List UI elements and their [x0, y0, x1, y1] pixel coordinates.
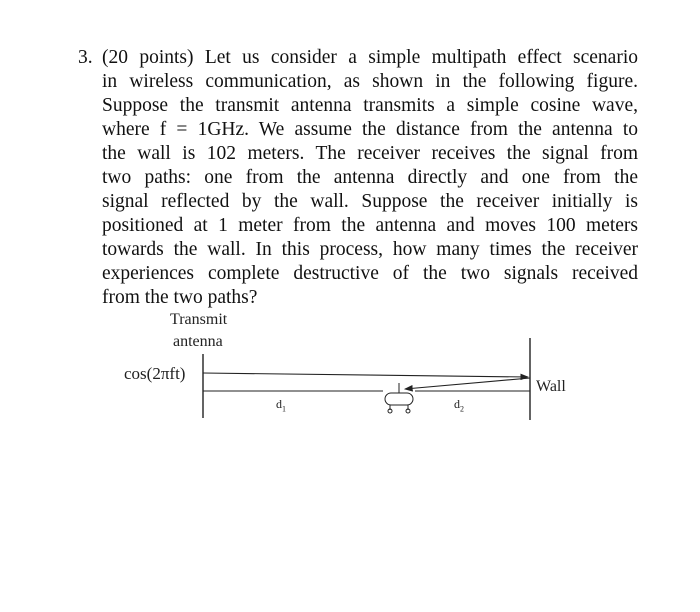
- problem-line: signal reflected by the wall. Suppose the receiver initially is: [102, 191, 638, 212]
- problem-line: (20 points) Let us consider a simple multipath effect scenario: [102, 47, 638, 68]
- problem-line: the wall is 102 meters. The receiver receives the signal from: [102, 143, 638, 164]
- problem-line: Suppose the transmit antenna transmits a simple cosine wave,: [102, 95, 638, 116]
- problem-line: where f = 1GHz. We assume the distance from the antenna to: [102, 119, 638, 140]
- problem-line: positioned at 1 meter from the antenna and moves 100 meters: [102, 215, 638, 236]
- problem-line: from the two paths?: [102, 287, 258, 308]
- signal-label: cos(2πft): [124, 364, 186, 383]
- problem-line: in wireless communication, as shown in the following figure.: [102, 71, 638, 92]
- d2-label: $d_2$: [454, 397, 464, 414]
- reflected-path-arrow: [405, 378, 530, 389]
- antenna-label: antenna: [173, 333, 223, 350]
- direct-path-arrow: [203, 373, 528, 377]
- problem-line: experiences complete destructive of the two signals received: [102, 263, 638, 284]
- receiver-icon: [385, 383, 413, 413]
- problem-line: two paths: one from the antenna directly and one from the: [102, 167, 638, 188]
- d1-label: $d_1$: [276, 397, 286, 414]
- transmit-label: Transmit: [170, 311, 228, 328]
- problem-number: 3.: [78, 47, 93, 68]
- problem-line: towards the wall. In this process, how many times the receiver: [102, 239, 638, 260]
- wall-label: Wall: [536, 378, 566, 395]
